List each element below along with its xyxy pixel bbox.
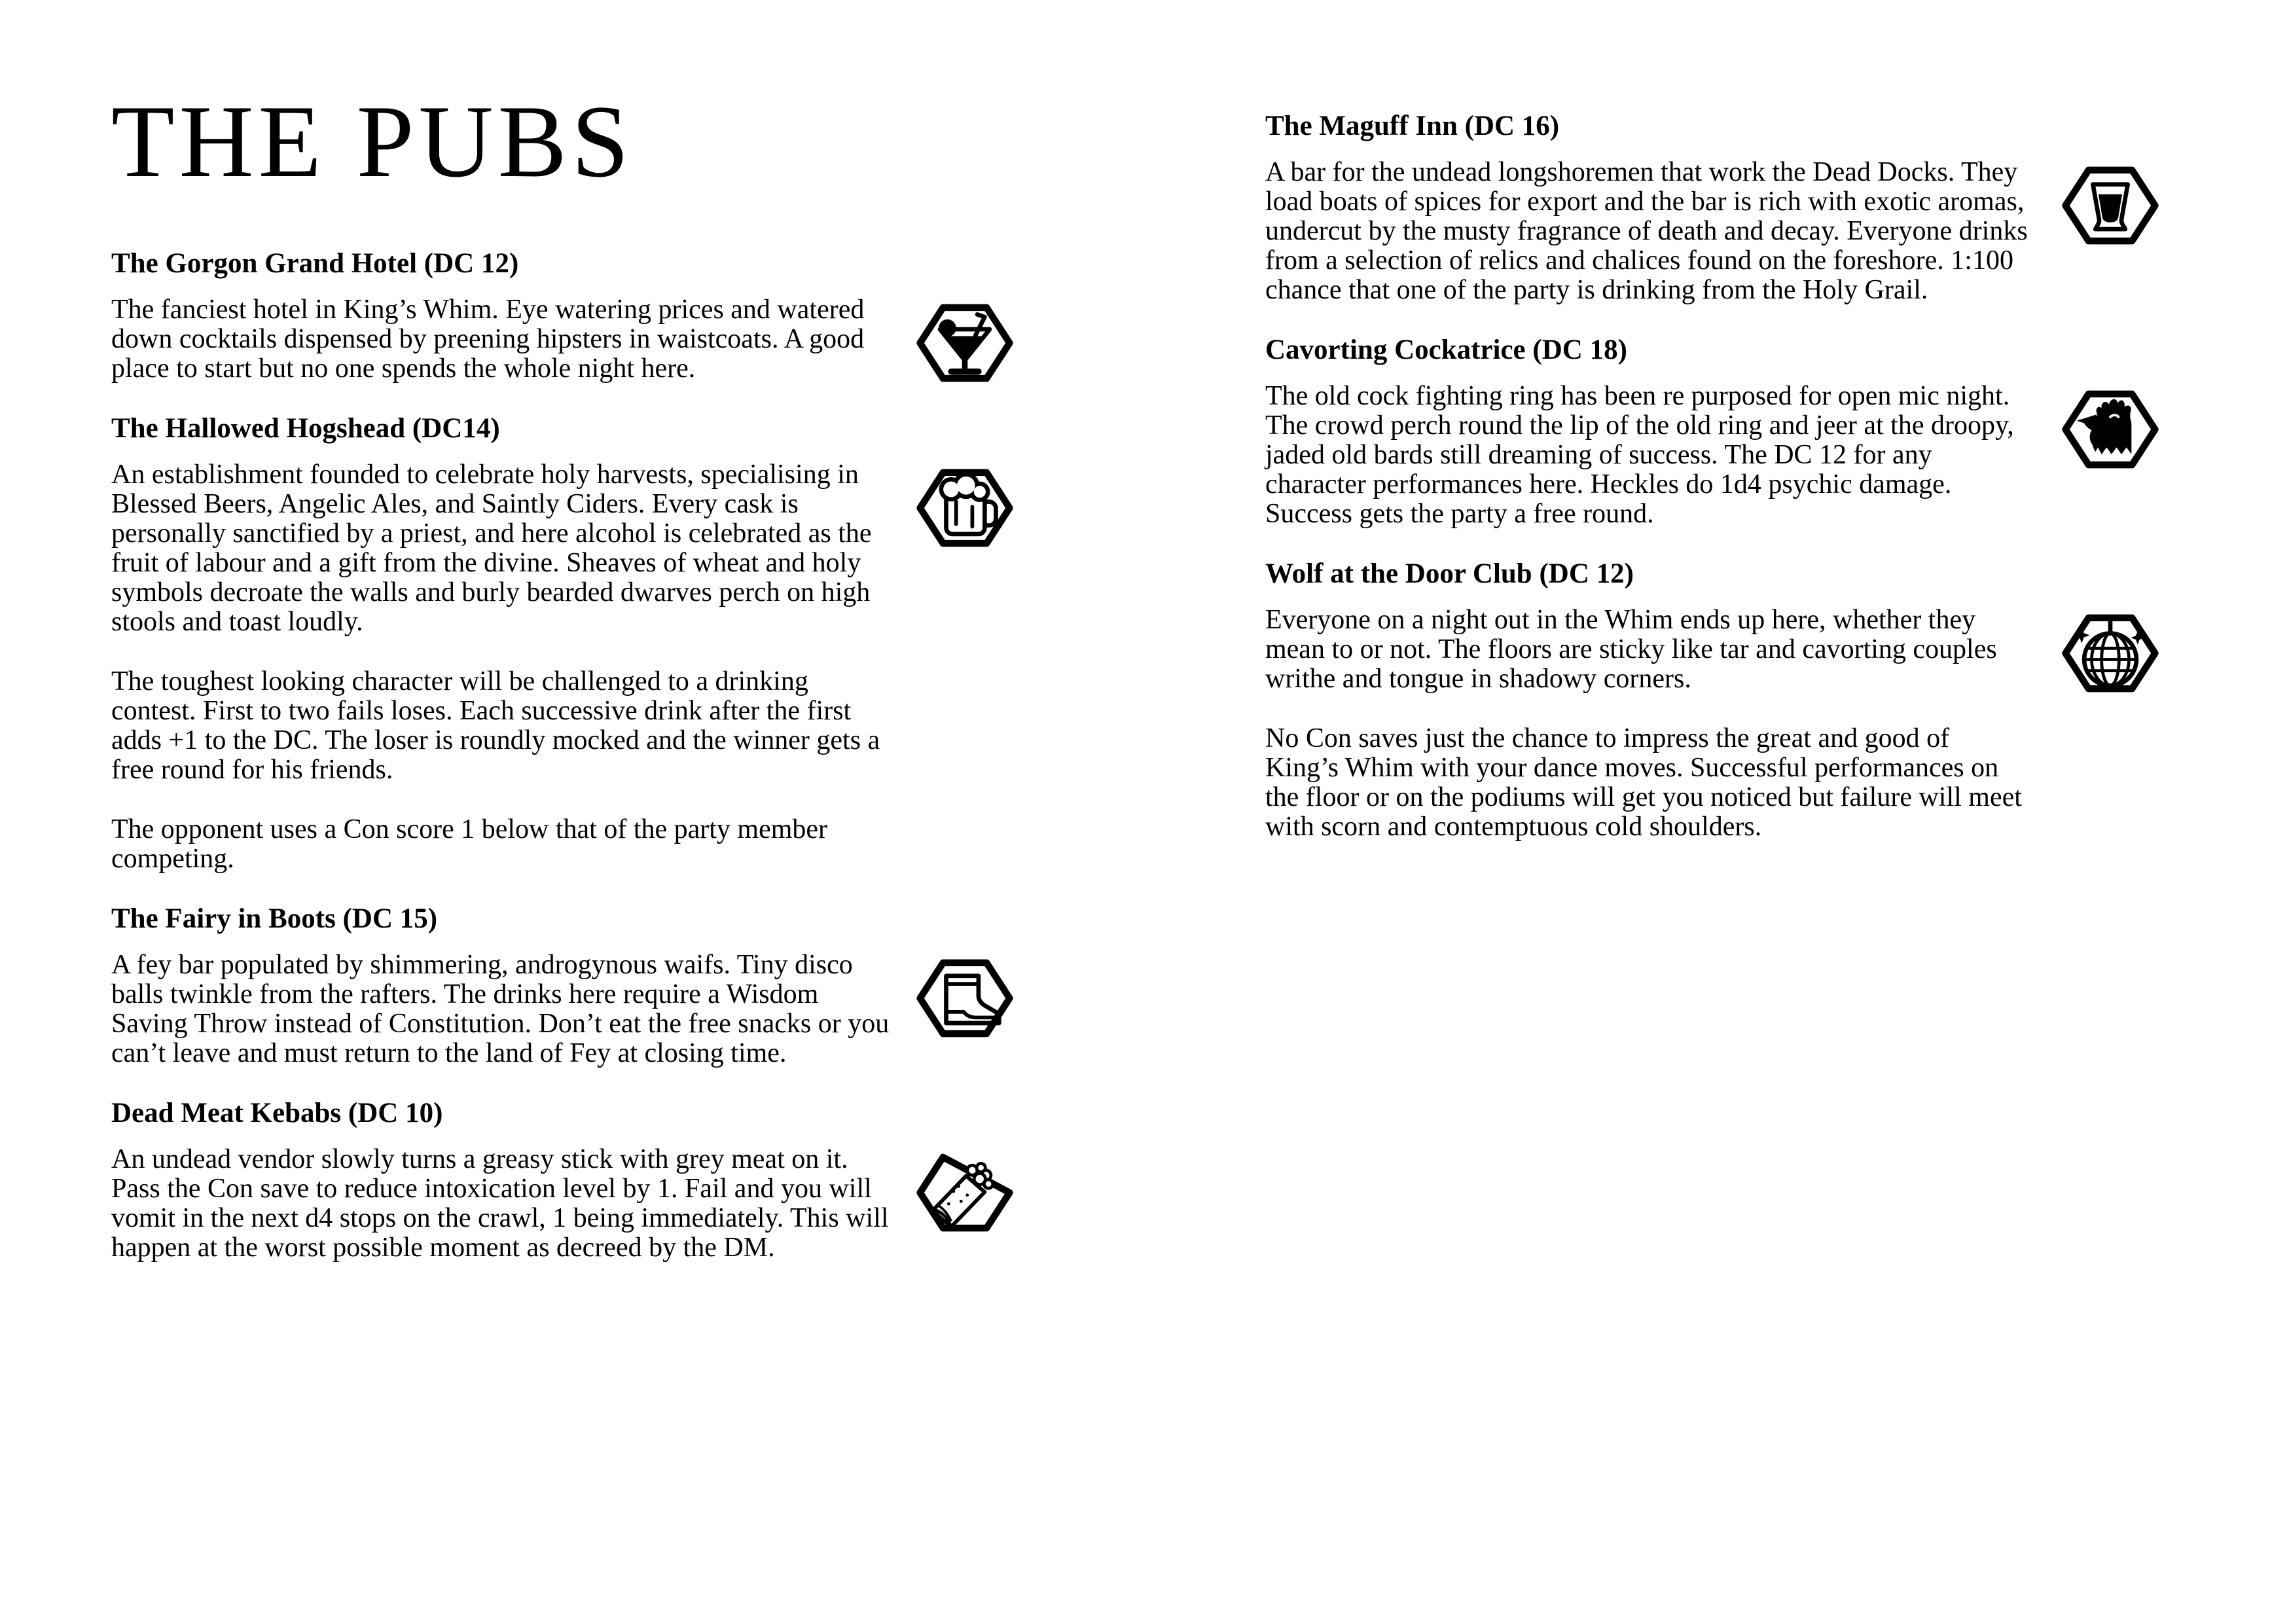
pub-body: [111, 950, 1028, 1068]
kebab-icon: [915, 1150, 1015, 1235]
page-title: THE PUBS: [111, 84, 634, 199]
pub-body: [111, 1145, 1028, 1263]
right-column: [1265, 111, 2182, 872]
pub-description: The old cock fighting ring has been re purposed for open mic night. The crowd perch round the lip of the old ring and jeer at the droopy, jaded old bards still dreaming of success. The DC 12 for any character performances here. Heckles do 1d4 psychic damage. Success gets the party a free round.: [1265, 381, 2014, 529]
pub-heading: The Hallowed Hogshead (DC14): [111, 412, 500, 444]
pub-description: No Con saves just the chance to impress the great and good of King’s Whim with your dance moves. Successful performances on the floor or on the podiums will get you noticed but failure will meet with scorn and contemptuous cold shoulders.: [1265, 723, 2022, 842]
rooster-icon: [2061, 387, 2160, 472]
pub-body: [1265, 382, 2182, 529]
pub-body: [1265, 605, 2182, 694]
shot-glass-icon: [2061, 163, 2160, 248]
pub-description: An establishment founded to celebrate holy harvests, specialising in Blessed Beers, Angelic Ales, and Saintly Ciders. Every cask is personally sanctified by a priest, and here alcohol is celebrated as the fruit of labour and a gift from the divine. Sheaves of wheat and holy symbols decroate the walls and burly bearded dwarves perch on high stools and toast loudly.: [111, 459, 872, 637]
pub-heading: The Fairy in Boots (DC 15): [111, 903, 438, 934]
pub-section-maguff-inn: [1265, 111, 2182, 305]
pub-description: The toughest looking character will be challenged to a drinking contest. First to two fails loses. Each successive drink after the first adds +1 to the DC. The loser is roundly mocked and the winner gets a free round for his friends.: [111, 666, 880, 785]
beer-mug-icon: [915, 465, 1015, 550]
disco-ball-icon: [2061, 611, 2160, 696]
pub-section-dead-meat-kebabs: [111, 1098, 1028, 1263]
pub-body: [1265, 158, 2182, 305]
boot-icon: [915, 956, 1015, 1041]
pub-heading: Wolf at the Door Club (DC 12): [1265, 558, 1634, 589]
pub-body: [111, 460, 1028, 637]
pub-section-fairy-in-boots: [111, 904, 1028, 1068]
pub-heading: The Maguff Inn (DC 16): [1265, 111, 1560, 141]
pub-description: The fanciest hotel in King’s Whim. Eye watering prices and watered down cocktails dispensed by preening hipsters in waistcoats. A good place to start but no one spends the whole night here.: [111, 294, 865, 384]
pub-description: A fey bar populated by shimmering, androgynous waifs. Tiny disco balls twinkle from the rafters. The drinks here require a Wisdom Saving Throw instead of Constitution. Don’t eat the free snacks or you can’t leave and must return to the land of Fey at closing time.: [111, 949, 890, 1068]
pub-section-gorgon-grand-hotel: [111, 249, 1028, 384]
left-column: [111, 77, 1028, 1293]
cocktail-icon: [915, 300, 1015, 386]
pub-heading: The Gorgon Grand Hotel (DC 12): [111, 247, 519, 279]
pub-section-hallowed-hogshead: [111, 414, 1028, 874]
pub-description: The opponent uses a Con score 1 below that of the party member competing.: [111, 814, 828, 874]
pub-heading: Cavorting Cockatrice (DC 18): [1265, 334, 1627, 365]
pub-section-cavorting-cockatrice: [1265, 335, 2182, 529]
pub-description: Everyone on a night out in the Whim ends up here, whether they mean to or not. The floors are sticky like tar and cavorting couples writhe and tongue in shadowy corners.: [1265, 605, 1997, 694]
pub-section-wolf-at-the-door-club: [1265, 559, 2182, 842]
pub-body: [111, 295, 1028, 384]
pub-description: A bar for the undead longshoremen that work the Dead Docks. They load boats of spices for export and the bar is rich with exotic aromas, undercut by the musty fragrance of death and decay. Everyone drinks from a selection of relics and chalices found on the foreshore. 1:100 chance that one of the party is drinking from the Holy Grail.: [1265, 157, 2028, 305]
pub-description: An undead vendor slowly turns a greasy stick with grey meat on it. Pass the Con save to reduce intoxication level by 1. Fail and you will vomit in the next d4 stops on the crawl, 1 being immediately. This will happen at the worst possible moment as decreed by the DM.: [111, 1144, 889, 1263]
pub-heading: Dead Meat Kebabs (DC 10): [111, 1097, 443, 1128]
